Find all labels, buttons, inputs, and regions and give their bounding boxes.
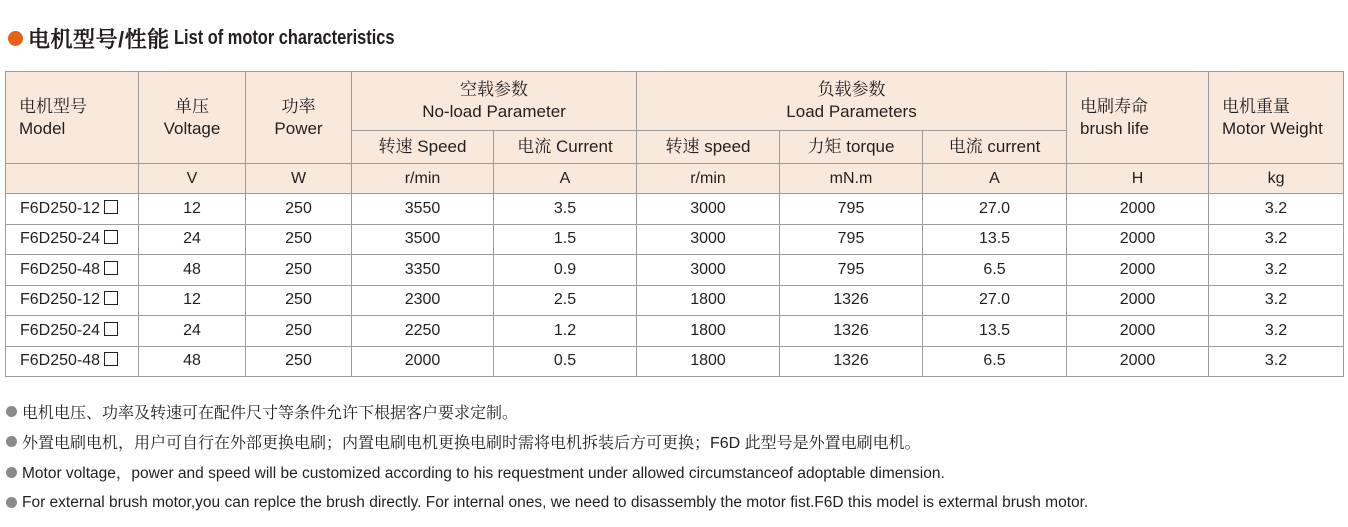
checkbox-square-icon: [104, 352, 118, 366]
cell-torque: 1326: [780, 316, 923, 347]
cell-l-speed: 3000: [637, 255, 780, 286]
cell-torque: 795: [780, 224, 923, 255]
cell-l-speed: 3000: [637, 194, 780, 225]
cell-nl-current: 1.2: [494, 316, 637, 347]
cell-nl-current: 0.5: [494, 346, 637, 377]
cell-power: 250: [246, 316, 352, 347]
note-item: [6, 457, 1336, 488]
note-item: [6, 488, 1336, 519]
note-text: For external brush motor,you can replce the brush directly. For internal ones, we need to disassembly the motor fist.F6D this model is extermal brush motor.: [22, 493, 1089, 511]
cell-nl-speed: 2000: [352, 346, 494, 377]
cell-nl-current: 1.5: [494, 224, 637, 255]
header-noload-group: 空载参数 No-load Parameter: [352, 72, 637, 131]
header-brush-life: 电刷寿命 brush life: [1067, 72, 1209, 164]
cell-weight: 3.2: [1209, 346, 1344, 377]
model-cell: [6, 224, 139, 255]
note-text: 电机电压、功率及转速可在配件尺寸等条件允许下根据客户要求定制。: [22, 404, 519, 422]
header-voltage: 单压 Voltage: [139, 72, 246, 164]
note-text: 外置电刷电机，用户可自行在外部更换电刷；内置电刷电机更换电刷时需将电机拆装后方可更换；F6D 此型号是外置电刷电机。: [22, 435, 921, 453]
cell-l-current: 6.5: [923, 346, 1067, 377]
cell-weight: 3.2: [1209, 224, 1344, 255]
cell-nl-speed: 3350: [352, 255, 494, 286]
model-cell: [6, 194, 139, 225]
header-load-current: 电流 current: [923, 131, 1067, 164]
cell-power: 250: [246, 194, 352, 225]
orange-bullet-icon: [8, 31, 23, 46]
unit-cell: W: [246, 164, 352, 194]
cell-life: 2000: [1067, 346, 1209, 377]
unit-cell: r/min: [637, 164, 780, 194]
cell-torque: 795: [780, 255, 923, 286]
cell-torque: 795: [780, 194, 923, 225]
note-item: [6, 396, 1336, 427]
cell-life: 2000: [1067, 316, 1209, 347]
gray-bullet-icon: [6, 497, 17, 508]
notes-list: [6, 396, 1336, 518]
unit-cell: H: [1067, 164, 1209, 194]
checkbox-square-icon: [104, 291, 118, 305]
cell-torque: 1326: [780, 285, 923, 316]
unit-cell: A: [923, 164, 1067, 194]
table-row: [6, 224, 1344, 255]
checkbox-square-icon: [104, 200, 118, 214]
header-model: 电机型号 Model: [6, 72, 139, 164]
note-item: [6, 427, 1336, 458]
cell-voltage: 12: [139, 285, 246, 316]
table-row: [6, 194, 1344, 225]
header-motor-weight: 电机重量 Motor Weight: [1209, 72, 1344, 164]
motor-spec-table: [5, 71, 1344, 377]
model-cell: [6, 285, 139, 316]
cell-weight: 3.2: [1209, 255, 1344, 286]
cell-nl-speed: 2250: [352, 316, 494, 347]
cell-voltage: 24: [139, 224, 246, 255]
cell-nl-current: 0.9: [494, 255, 637, 286]
unit-cell: r/min: [352, 164, 494, 194]
table-row: [6, 285, 1344, 316]
cell-l-speed: 1800: [637, 316, 780, 347]
model-name: F6D250-24: [20, 321, 101, 339]
unit-cell: V: [139, 164, 246, 194]
cell-l-current: 27.0: [923, 285, 1067, 316]
cell-life: 2000: [1067, 194, 1209, 225]
cell-life: 2000: [1067, 224, 1209, 255]
model-name: F6D250-12: [20, 291, 101, 309]
cell-life: 2000: [1067, 255, 1209, 286]
cell-weight: 3.2: [1209, 285, 1344, 316]
note-text: Motor voltage，power and speed will be customized according to his requestment under allowed circumstanceof adoptable dimension.: [22, 465, 945, 483]
cell-l-current: 27.0: [923, 194, 1067, 225]
header-load-group: 负载参数 Load Parameters: [637, 72, 1067, 131]
model-name: F6D250-24: [20, 230, 101, 248]
cell-l-speed: 1800: [637, 346, 780, 377]
unit-cell: A: [494, 164, 637, 194]
cell-torque: 1326: [780, 346, 923, 377]
checkbox-square-icon: [104, 230, 118, 244]
unit-cell-empty: [6, 164, 139, 194]
cell-power: 250: [246, 255, 352, 286]
cell-power: 250: [246, 285, 352, 316]
cell-weight: 3.2: [1209, 194, 1344, 225]
title-chinese: 电机型号/性能: [28, 26, 170, 52]
cell-nl-speed: 3500: [352, 224, 494, 255]
model-name: F6D250-48: [20, 352, 101, 370]
gray-bullet-icon: [6, 467, 17, 478]
cell-voltage: 48: [139, 346, 246, 377]
table-row: [6, 316, 1344, 347]
cell-l-current: 13.5: [923, 224, 1067, 255]
table-row: [6, 255, 1344, 286]
checkbox-square-icon: [104, 322, 118, 336]
table-row: [6, 346, 1344, 377]
cell-nl-current: 2.5: [494, 285, 637, 316]
header-load-speed: 转速 speed: [637, 131, 780, 164]
cell-voltage: 48: [139, 255, 246, 286]
cell-l-speed: 1800: [637, 285, 780, 316]
cell-voltage: 24: [139, 316, 246, 347]
header-power: 功率 Power: [246, 72, 352, 164]
header-noload-current: 电流 Current: [494, 131, 637, 164]
cell-power: 250: [246, 224, 352, 255]
cell-nl-speed: 3550: [352, 194, 494, 225]
header-load-torque: 力矩 torque: [780, 131, 923, 164]
gray-bullet-icon: [6, 436, 17, 447]
cell-voltage: 12: [139, 194, 246, 225]
cell-l-current: 6.5: [923, 255, 1067, 286]
cell-l-current: 13.5: [923, 316, 1067, 347]
cell-nl-current: 3.5: [494, 194, 637, 225]
units-row: [6, 164, 1344, 194]
checkbox-square-icon: [104, 261, 118, 275]
model-name: F6D250-48: [20, 260, 101, 278]
model-cell: [6, 316, 139, 347]
model-cell: [6, 346, 139, 377]
cell-life: 2000: [1067, 285, 1209, 316]
title-english: List of motor characteristics: [173, 26, 395, 49]
header-noload-speed: 转速 Speed: [352, 131, 494, 164]
unit-cell: mN.m: [780, 164, 923, 194]
gray-bullet-icon: [6, 406, 17, 417]
cell-nl-speed: 2300: [352, 285, 494, 316]
model-cell: [6, 255, 139, 286]
model-name: F6D250-12: [20, 199, 101, 217]
cell-l-speed: 3000: [637, 224, 780, 255]
cell-weight: 3.2: [1209, 316, 1344, 347]
unit-cell: kg: [1209, 164, 1344, 194]
page-title: [8, 23, 443, 53]
cell-power: 250: [246, 346, 352, 377]
